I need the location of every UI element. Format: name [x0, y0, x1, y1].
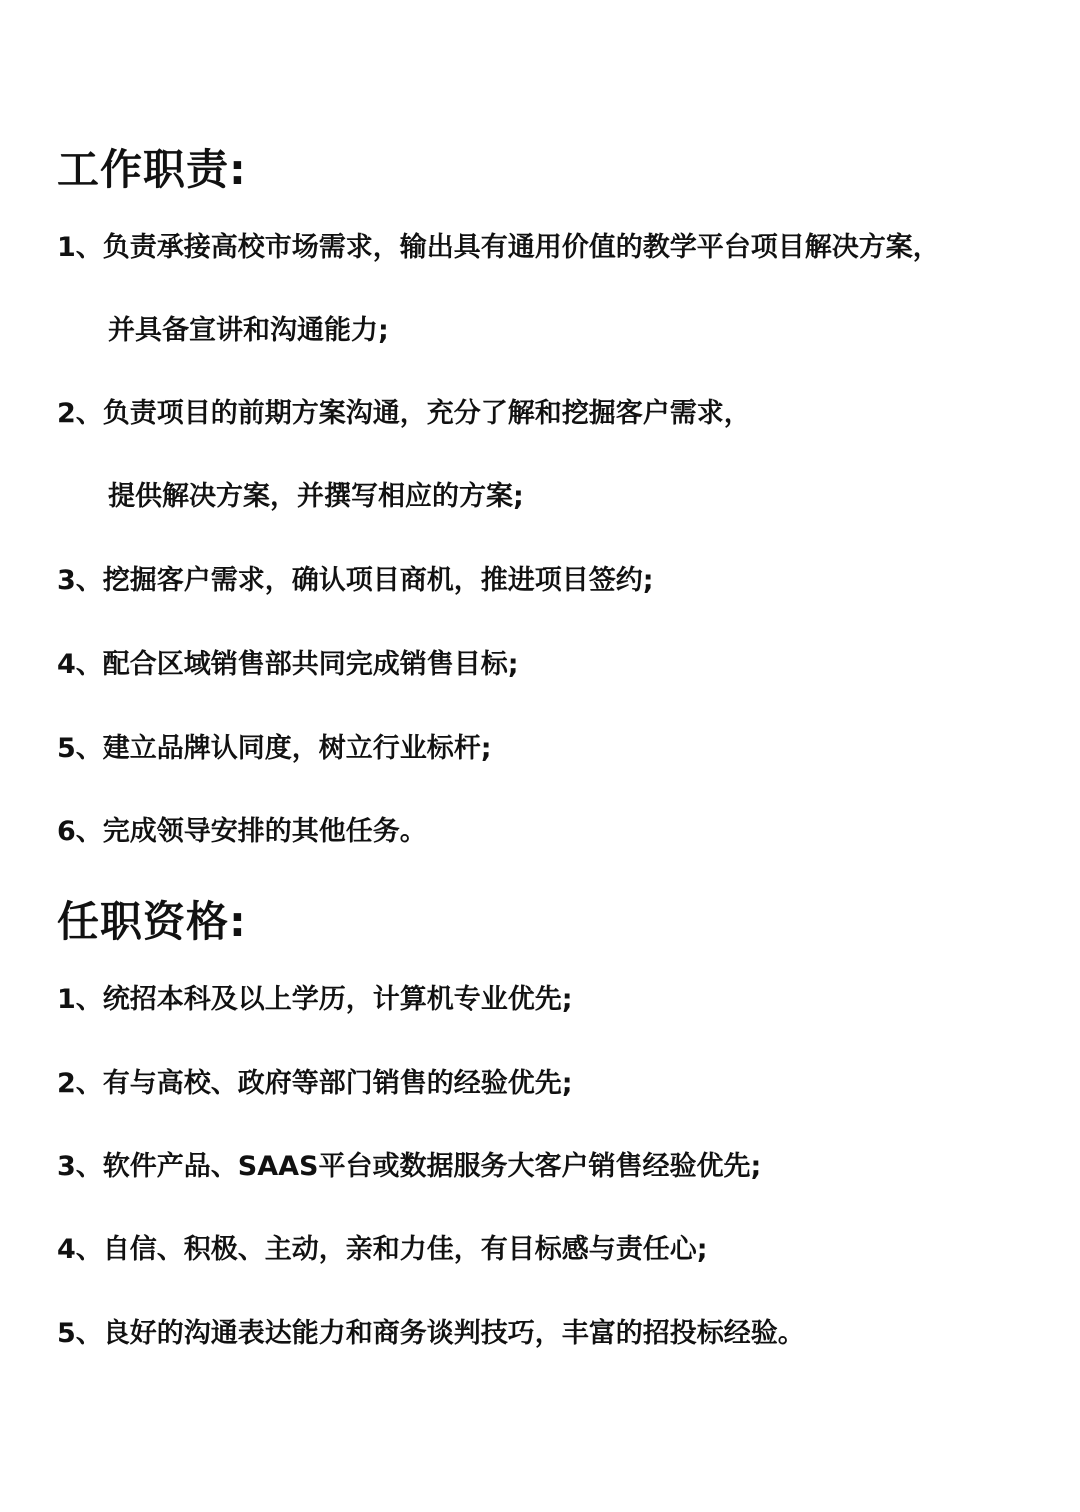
duty-item-1: 1、负责承接高校市场需求，输出具有通用价值的教学平台项目解决方案，: [57, 232, 940, 263]
duty-item-2-continued: 提供解决方案，并撰写相应的方案;: [108, 481, 524, 512]
qualification-item-1: 1、统招本科及以上学历，计算机专业优先;: [57, 984, 573, 1015]
qualification-item-4: 4、自信、积极、主动，亲和力佳，有目标感与责任心;: [57, 1234, 708, 1265]
duty-item-2: 2、负责项目的前期方案沟通，充分了解和挖掘客户需求，: [57, 398, 751, 429]
qualification-item-2: 2、有与高校、政府等部门销售的经验优先;: [57, 1068, 573, 1099]
qualifications-heading: 任职资格:: [57, 897, 247, 946]
duty-item-3: 3、挖掘客户需求，确认项目商机，推进项目签约;: [57, 565, 654, 596]
qualification-item-5: 5、良好的沟通表达能力和商务谈判技巧，丰富的招投标经验。: [57, 1318, 805, 1349]
duties-heading: 工作职责:: [57, 145, 247, 194]
qualification-item-3: 3、软件产品、SAAS平台或数据服务大客户销售经验优先;: [57, 1151, 762, 1182]
duty-item-6: 6、完成领导安排的其他任务。: [57, 816, 427, 847]
duty-item-5: 5、建立品牌认同度，树立行业标杆;: [57, 733, 492, 764]
duty-item-1-continued: 并具备宣讲和沟通能力;: [108, 315, 389, 346]
duty-item-4: 4、配合区域销售部共同完成销售目标;: [57, 649, 519, 680]
